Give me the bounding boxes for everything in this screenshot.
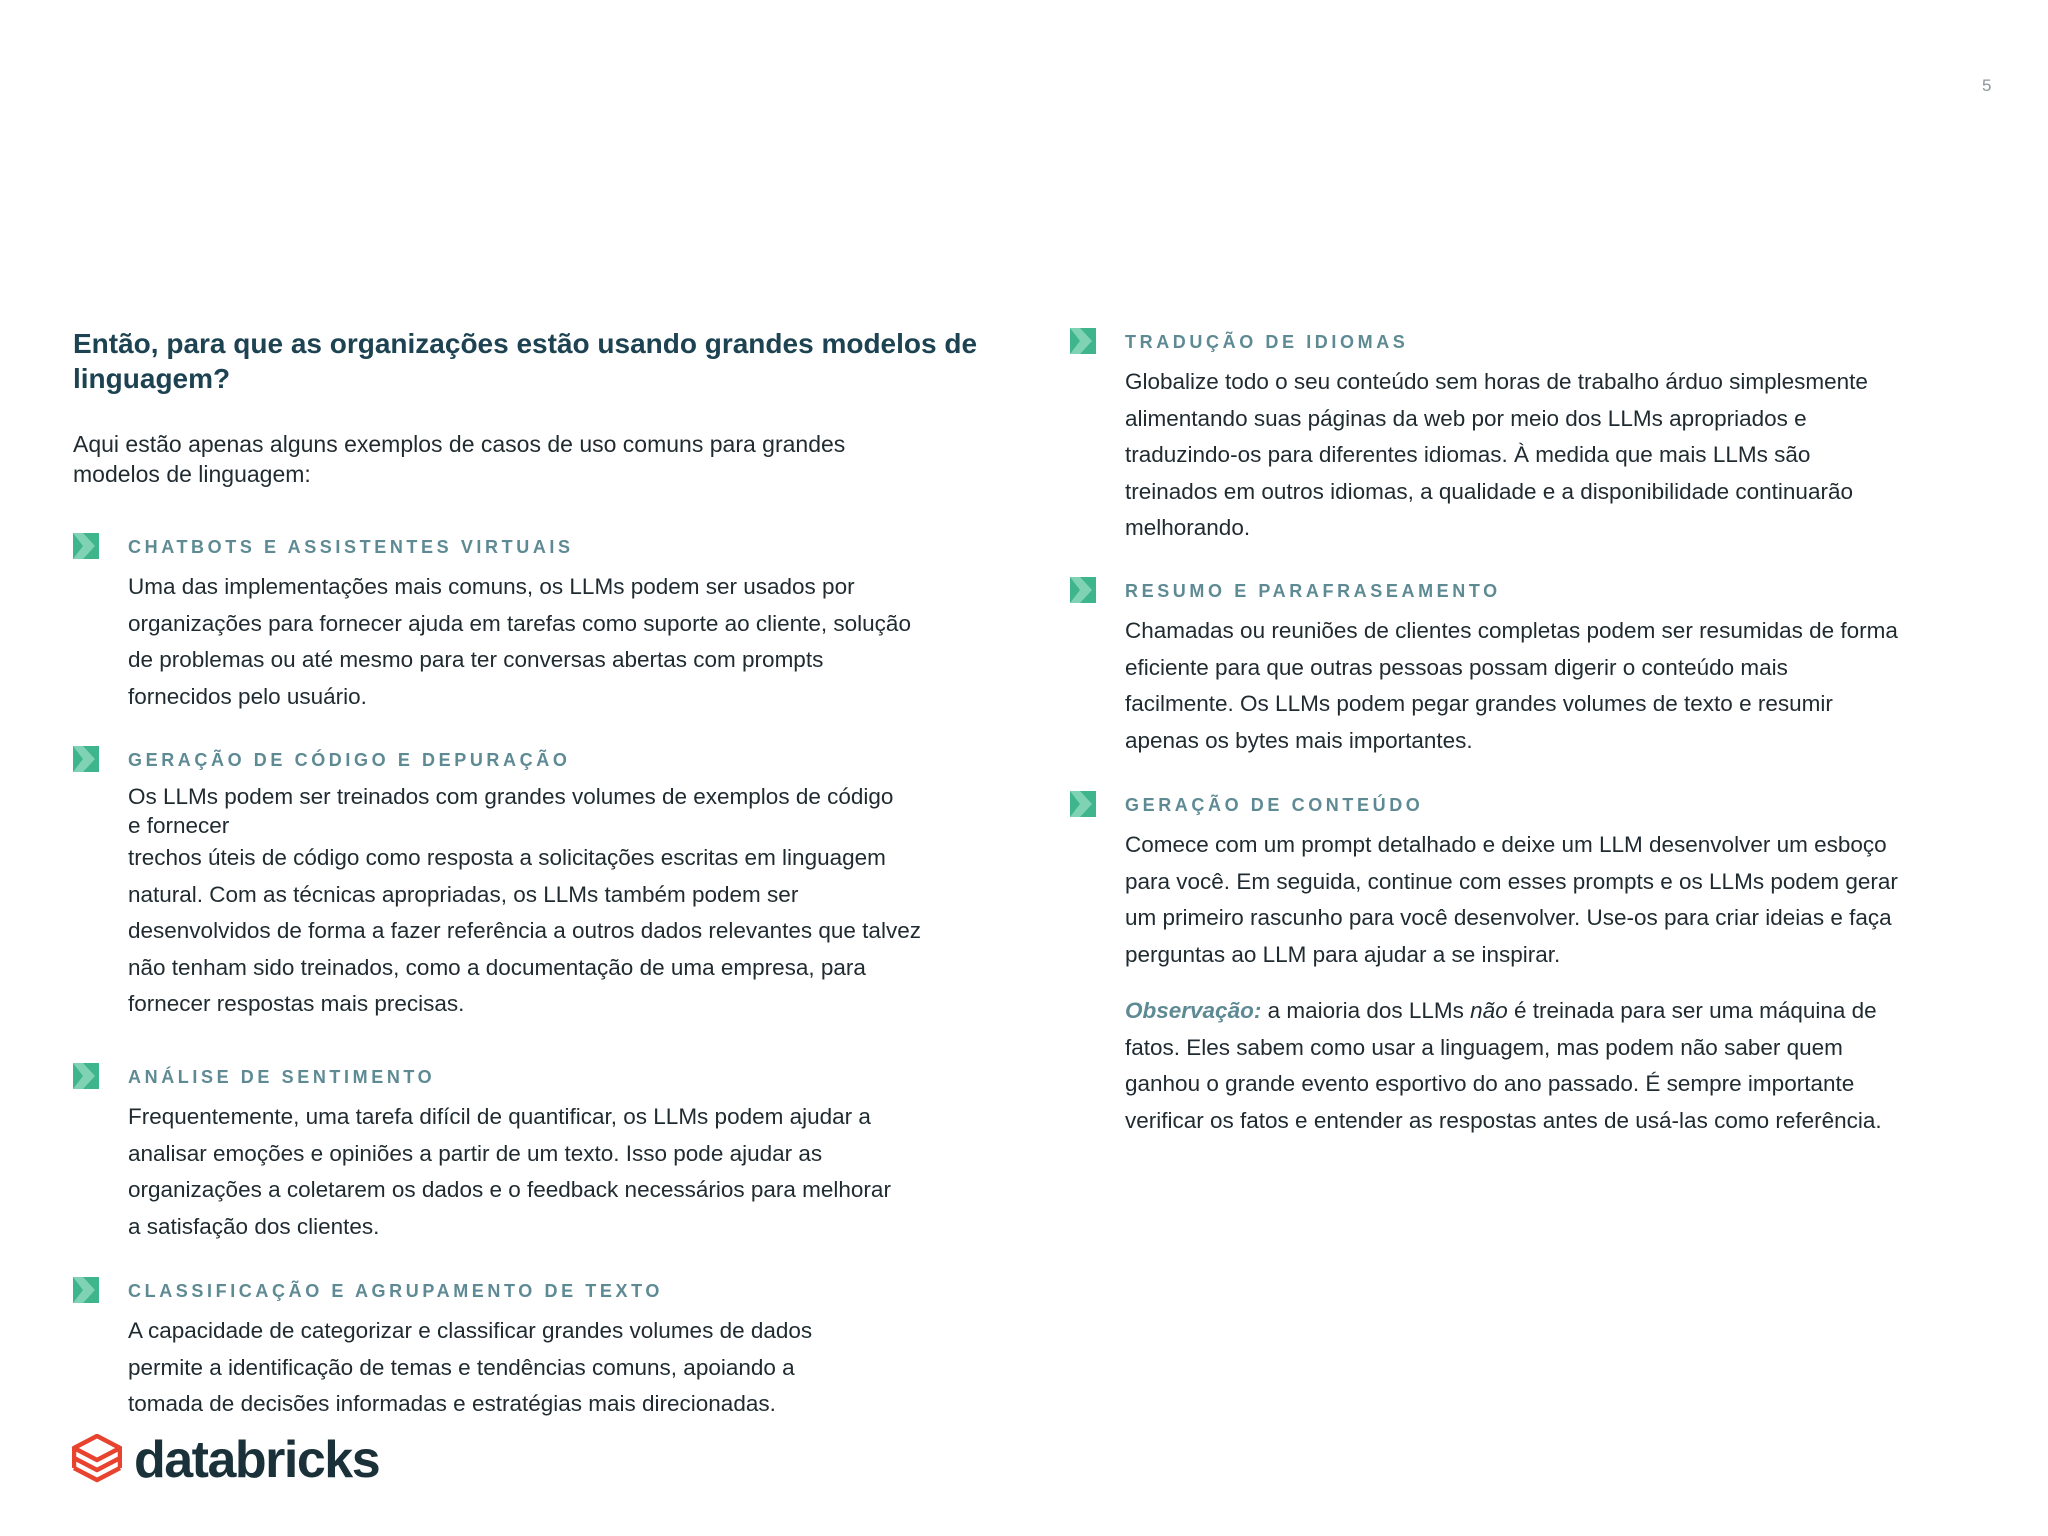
chevron-marker-icon <box>1070 328 1096 354</box>
body-line: e fornecer <box>128 813 230 838</box>
section-body <box>1125 613 2005 759</box>
body-line: perguntas ao LLM para ajudar a se inspirar. <box>1125 941 1561 967</box>
section-body <box>128 1099 1008 1245</box>
body-line: alimentando suas páginas da web por meio dos LLMs apropriados e <box>1125 405 1807 431</box>
note-paragraph <box>1125 993 2005 1139</box>
note-text: é treinada para ser uma máquina de <box>1507 998 1877 1023</box>
body-line: treinados em outros idiomas, a qualidade e a disponibilidade continuarão <box>1125 478 1853 504</box>
body-line: melhorando. <box>1125 515 1251 540</box>
note-label: Observação: <box>1125 998 1262 1023</box>
body-line: desenvolvidos de forma a fazer referência a outros dados relevantes que talvez <box>128 918 921 943</box>
chevron-marker-icon <box>73 1063 99 1089</box>
body-line: traduzindo-os para diferentes idiomas. À medida que mais LLMs são <box>1125 442 1811 467</box>
body-line: tomada de decisões informadas e estratégias mais direcionadas. <box>128 1391 776 1416</box>
section-title: TRADUÇÃO DE IDIOMAS <box>1125 332 1409 352</box>
note-line: verificar os fatos e entender as respostas antes de usá-las como referência. <box>1125 1107 1882 1133</box>
body-line: fornecidos pelo usuário. <box>128 683 367 709</box>
chevron-marker-icon <box>73 746 99 772</box>
body-line: fornecer respostas mais precisas. <box>128 991 465 1016</box>
heading-line: Então, para que as organizações estão usando grandes modelos de <box>73 328 978 359</box>
chevron-marker-icon <box>1070 577 1096 603</box>
body-line: a satisfação dos clientes. <box>128 1213 380 1239</box>
body-line: de problemas ou até mesmo para ter conversas abertas com prompts <box>128 647 824 672</box>
note-line: ganhou o grande evento esportivo do ano passado. É sempre importante <box>1125 1071 1855 1096</box>
intro-paragraph <box>73 429 1003 489</box>
section-title: CHATBOTS E ASSISTENTES VIRTUAIS <box>128 537 574 557</box>
body-line: para você. Em seguida, continue com esses prompts e os LLMs podem gerar <box>1125 868 1898 894</box>
section-title: CLASSIFICAÇÃO E AGRUPAMENTO DE TEXTO <box>128 1281 663 1301</box>
body-line: eficiente para que outras pessoas possam digerir o conteúdo mais <box>1125 654 1788 680</box>
body-line: Chamadas ou reuniões de clientes completas podem ser resumidas de forma <box>1125 618 1898 643</box>
body-line: trechos úteis de código como resposta a solicitações escritas em linguagem <box>128 845 886 870</box>
body-line: Globalize todo o seu conteúdo sem horas de trabalho árduo simplesmente <box>1125 369 1868 394</box>
chevron-marker-icon <box>73 533 99 559</box>
section-body <box>128 569 1008 715</box>
section-body <box>1125 364 2005 547</box>
section-title: RESUMO E PARAFRASEAMENTO <box>1125 581 1501 601</box>
body-line: um primeiro rascunho para você desenvolver. Use-os para criar ideias e faça <box>1125 905 1892 930</box>
body-line: permite a identificação de temas e tendências comuns, apoiando a <box>128 1354 795 1380</box>
note-emphasis: não <box>1470 998 1508 1023</box>
body-line: organizações a coletarem os dados e o feedback necessários para melhorar <box>128 1177 891 1202</box>
section-body <box>128 1313 1008 1423</box>
body-line: analisar emoções e opiniões a partir de um texto. Isso pode ajudar as <box>128 1140 823 1166</box>
body-line: apenas os bytes mais importantes. <box>1125 727 1473 753</box>
body-line: natural. Com as técnicas apropriadas, os LLMs também podem ser <box>128 881 799 907</box>
section-title: ANÁLISE DE SENTIMENTO <box>128 1067 436 1087</box>
note-line: fatos. Eles sabem como usar a linguagem, mas podem não saber quem <box>1125 1034 1843 1060</box>
databricks-logo <box>72 1432 379 1488</box>
intro-line: Aqui estão apenas alguns exemplos de casos de uso comuns para grandes <box>73 431 846 457</box>
section-title: GERAÇÃO DE CÓDIGO E DEPURAÇÃO <box>128 750 571 770</box>
body-line: Comece com um prompt detalhado e deixe um LLM desenvolver um esboço <box>1125 832 1887 857</box>
body-line: Uma das implementações mais comuns, os LLMs podem ser usados por <box>128 574 855 599</box>
heading-line: linguagem? <box>73 363 231 394</box>
body-line: não tenham sido treinados, como a documentação de uma empresa, para <box>128 954 866 980</box>
page-number: 5 <box>1982 76 1993 95</box>
section-body <box>128 782 1008 1023</box>
page-heading <box>73 326 1003 396</box>
intro-line: modelos de linguagem: <box>73 461 311 487</box>
body-line: Frequentemente, uma tarefa difícil de quantificar, os LLMs podem ajudar a <box>128 1104 871 1129</box>
brand-name: databricks <box>134 1431 380 1489</box>
body-line: organizações para fornecer ajuda em tarefas como suporte ao cliente, solução <box>128 610 911 636</box>
chevron-marker-icon <box>73 1277 99 1303</box>
chevron-marker-icon <box>1070 791 1096 817</box>
body-line: Os LLMs podem ser treinados com grandes volumes de exemplos de código <box>128 784 894 809</box>
body-line: A capacidade de categorizar e classificar grandes volumes de dados <box>128 1318 813 1343</box>
section-body <box>1125 827 2005 973</box>
section-title: GERAÇÃO DE CONTEÚDO <box>1125 795 1424 815</box>
databricks-stack-icon <box>72 1434 122 1486</box>
note-line <box>1125 993 2005 1030</box>
note-text: a maioria dos LLMs <box>1261 998 1471 1023</box>
body-line: facilmente. Os LLMs podem pegar grandes volumes de texto e resumir <box>1125 691 1833 716</box>
